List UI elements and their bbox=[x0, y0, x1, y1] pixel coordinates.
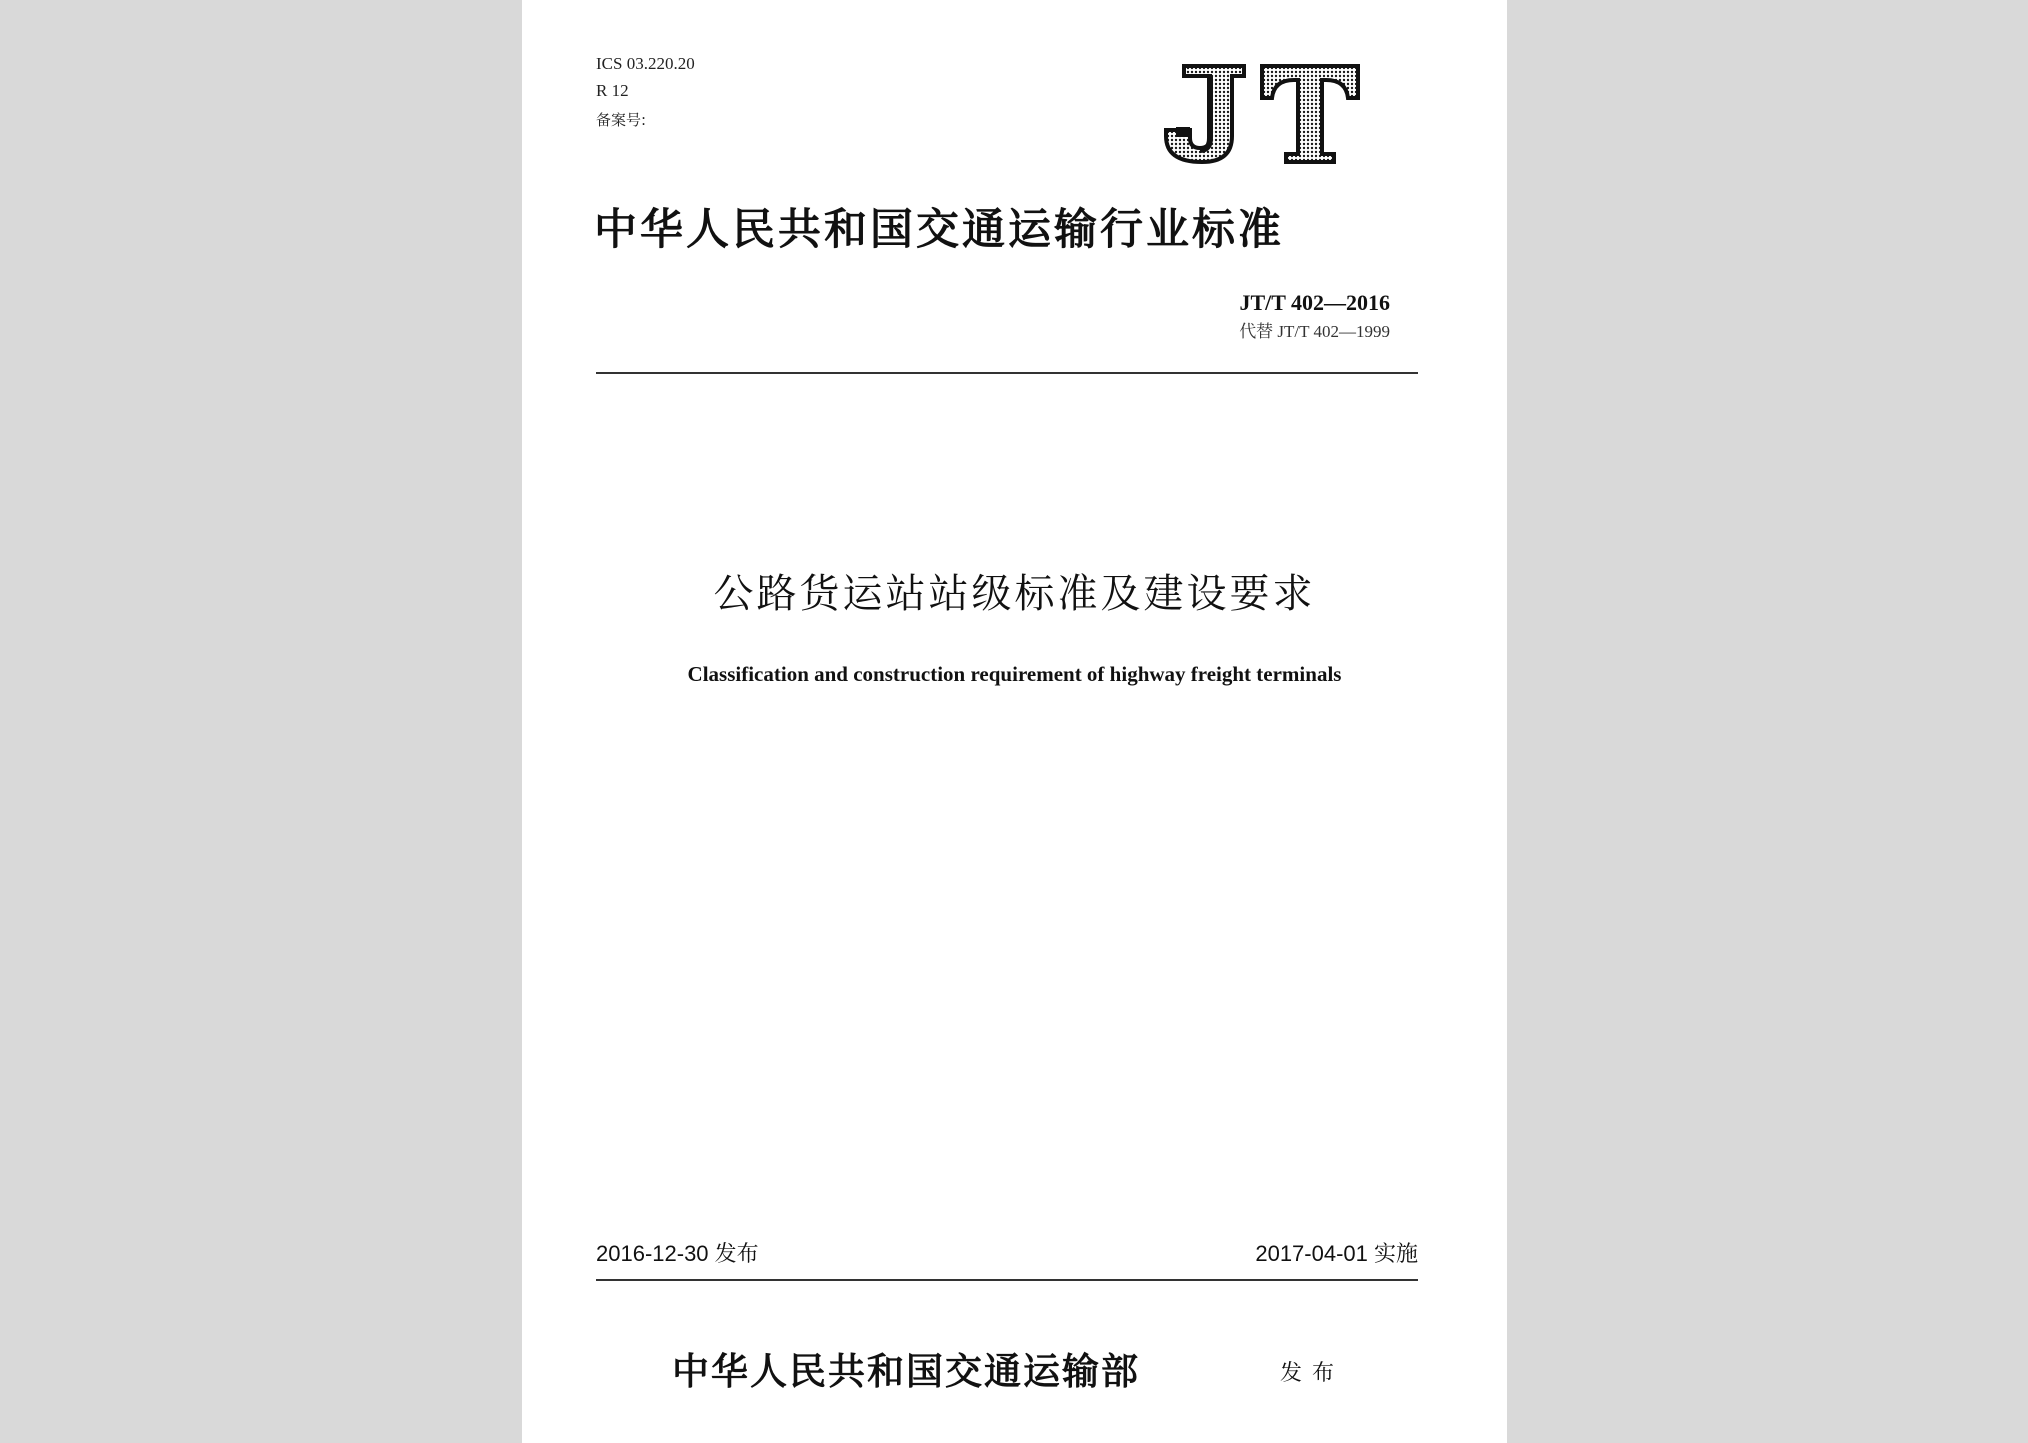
document-page bbox=[522, 0, 1507, 1443]
record-number: 备案号: bbox=[596, 111, 647, 129]
jt-logo bbox=[1162, 58, 1362, 166]
document-title-chinese: 公路货运站站级标准及建设要求 bbox=[713, 571, 1316, 617]
publisher-name: 中华人民共和国交通运输部 bbox=[672, 1349, 1140, 1393]
publish-label: 发布 bbox=[1280, 1361, 1345, 1386]
implementation-date: 2017-04-01 实施 bbox=[1255, 1241, 1418, 1266]
ccs-code: R 12 bbox=[596, 81, 629, 100]
logo-letter-t bbox=[1262, 66, 1358, 162]
ics-code: ICS 03.220.20 bbox=[596, 54, 695, 73]
header-divider bbox=[596, 372, 1418, 374]
issue-date: 2016-12-30 发布 bbox=[596, 1241, 759, 1266]
logo-letter-j bbox=[1166, 66, 1244, 162]
document-title-english: Classification and construction requirement of highway freight terminals bbox=[687, 662, 1342, 686]
footer-divider bbox=[596, 1279, 1418, 1281]
replaced-standard: 代替 JT/T 402—1999 bbox=[1239, 322, 1390, 341]
issuing-authority-title: 中华人民共和国交通运输行业标准 bbox=[594, 205, 1284, 255]
standard-number: JT/T 402—2016 bbox=[1239, 290, 1390, 315]
